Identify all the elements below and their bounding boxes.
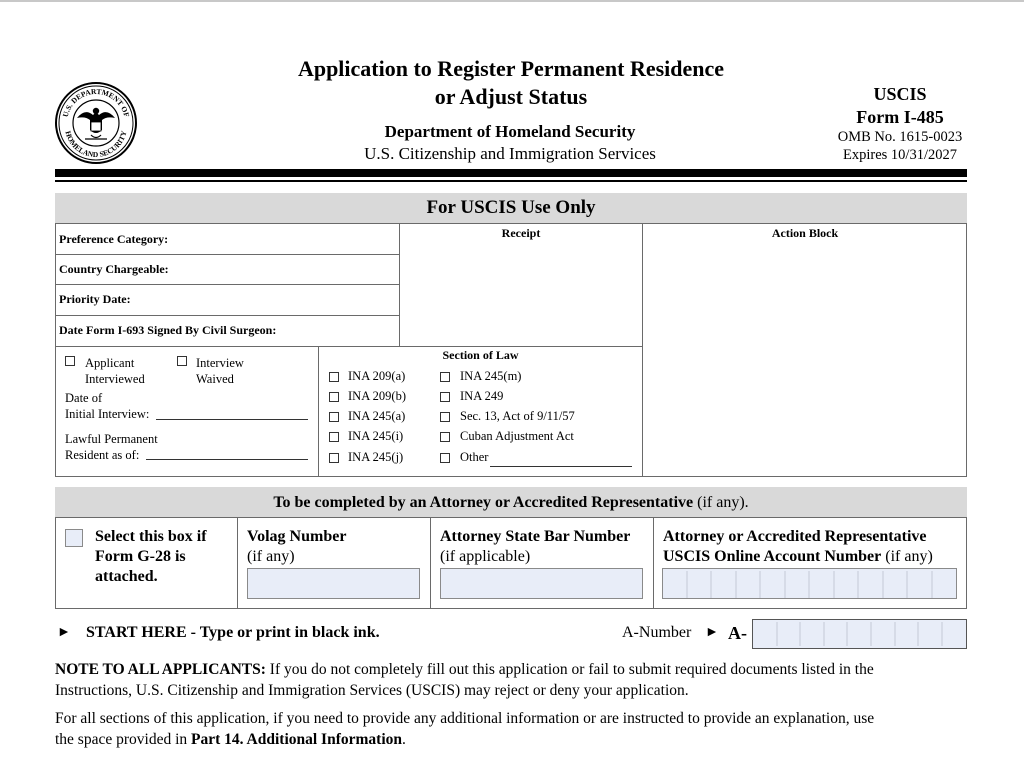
agency-short: USCIS: [873, 84, 927, 104]
lpr-as-of-line[interactable]: [146, 459, 308, 460]
volag-label: Volag Number (if any): [247, 528, 347, 565]
ina-245m-label: INA 245(m): [460, 369, 522, 383]
divider: [399, 224, 400, 346]
priority-date-label: Priority Date:: [59, 292, 131, 306]
department-name: Department of Homeland Security: [384, 122, 636, 141]
seal-text-bottom: HOMELAND SECURITY: [63, 129, 129, 160]
bar-number-label: Attorney State Bar Number (if applicable): [440, 528, 631, 565]
cuban-adjustment-label: Cuban Adjustment Act: [460, 429, 574, 443]
ina-249-checkbox[interactable]: [440, 392, 450, 402]
ina-209a-checkbox[interactable]: [329, 372, 339, 382]
expiration-date: Expires 10/31/2027: [843, 147, 957, 163]
lpr-as-of-label: Lawful Permanent Resident as of:: [65, 432, 158, 462]
g28-label: Select this box if Form G-28 is attached.: [95, 528, 207, 585]
note-to-applicants: NOTE TO ALL APPLICANTS: If you do not completely fill out this application or fail to submit required documents listed in the Instructions, U.S. Citizenship and Immigration Services (USCIS) may reject or deny your application.: [55, 661, 874, 699]
start-arrow-icon: ►: [57, 625, 71, 640]
a-number-prefix: A-: [728, 623, 747, 643]
divider: [55, 254, 399, 255]
date-initial-interview-line[interactable]: [156, 419, 308, 420]
ina-245a-label: INA 245(a): [348, 409, 406, 423]
sec13-label: Sec. 13, Act of 9/11/57: [460, 409, 575, 423]
divider: [55, 346, 642, 347]
omb-number: OMB No. 1615-0023: [837, 129, 963, 145]
form-number: Form I-485: [856, 107, 944, 127]
section-of-law-label: Section of Law: [442, 348, 519, 362]
interview-waived-checkbox[interactable]: [177, 356, 187, 366]
ina-209b-label: INA 209(b): [348, 389, 406, 403]
other-line[interactable]: [490, 466, 632, 467]
online-account-number-input[interactable]: [662, 568, 957, 599]
divider: [55, 284, 399, 285]
i693-date-label: Date Form I-693 Signed By Civil Surgeon:: [59, 323, 277, 337]
digit-dividers: [753, 620, 966, 648]
divider: [653, 518, 654, 609]
cuban-adjustment-checkbox[interactable]: [440, 432, 450, 442]
ina-245m-checkbox[interactable]: [440, 372, 450, 382]
sec13-checkbox[interactable]: [440, 412, 450, 422]
date-initial-interview-label: Date of Initial Interview:: [65, 391, 150, 421]
uscis-use-only-heading: For USCIS Use Only: [55, 193, 967, 224]
country-chargeable-label: Country Chargeable:: [59, 262, 169, 276]
ina-209b-checkbox[interactable]: [329, 392, 339, 402]
dhs-seal-icon: [55, 82, 137, 164]
volag-number-input[interactable]: [247, 568, 420, 599]
form-title-line2: or Adjust Status: [434, 84, 588, 109]
start-here-text: START HERE - Type or print in black ink.: [86, 624, 380, 641]
bar-number-input[interactable]: [440, 568, 643, 599]
a-number-arrow-icon: ►: [705, 625, 719, 640]
divider: [318, 346, 319, 477]
a-number-label: A-Number: [622, 624, 692, 641]
ina-249-label: INA 249: [460, 389, 504, 403]
top-edge: [0, 0, 1024, 2]
ina-245i-label: INA 245(i): [348, 429, 404, 443]
applicant-interviewed-checkbox[interactable]: [65, 356, 75, 366]
agency-name: U.S. Citizenship and Immigration Services: [364, 144, 656, 163]
seal-text-top: U.S. DEPARTMENT OF: [60, 86, 132, 119]
divider: [642, 224, 643, 477]
ina-245j-checkbox[interactable]: [329, 453, 339, 463]
online-account-label: Attorney or Accredited Representative USCIS Online Account Number (if any): [663, 528, 933, 565]
additional-info-note: For all sections of this application, if you need to provide any additional information or are instructed to provide an explanation, use the space provided in Part 14. Additional Information.: [55, 710, 875, 748]
receipt-label: Receipt: [501, 226, 541, 240]
action-block-label: Action Block: [771, 226, 839, 240]
divider: [237, 518, 238, 609]
other-label: Other: [460, 450, 489, 464]
other-checkbox[interactable]: [440, 453, 450, 463]
ina-245a-checkbox[interactable]: [329, 412, 339, 422]
preference-category-label: Preference Category:: [59, 232, 169, 246]
a-number-input[interactable]: [752, 619, 967, 649]
applicant-interviewed-label: Applicant Interviewed: [85, 356, 145, 386]
digit-dividers: [663, 569, 958, 600]
interview-waived-label: Interview Waived: [196, 356, 244, 386]
g28-attached-checkbox[interactable]: [65, 529, 83, 547]
form-title-line1: Application to Register Permanent Residence: [297, 56, 725, 81]
header-rule-thin: [55, 180, 967, 182]
header-rule: [55, 169, 967, 177]
ina-245i-checkbox[interactable]: [329, 432, 339, 442]
divider: [430, 518, 431, 609]
ina-209a-label: INA 209(a): [348, 369, 406, 383]
divider: [55, 315, 399, 316]
ina-245j-label: INA 245(j): [348, 450, 404, 464]
attorney-heading: To be completed by an Attorney or Accredited Representative (if any).: [55, 487, 967, 518]
